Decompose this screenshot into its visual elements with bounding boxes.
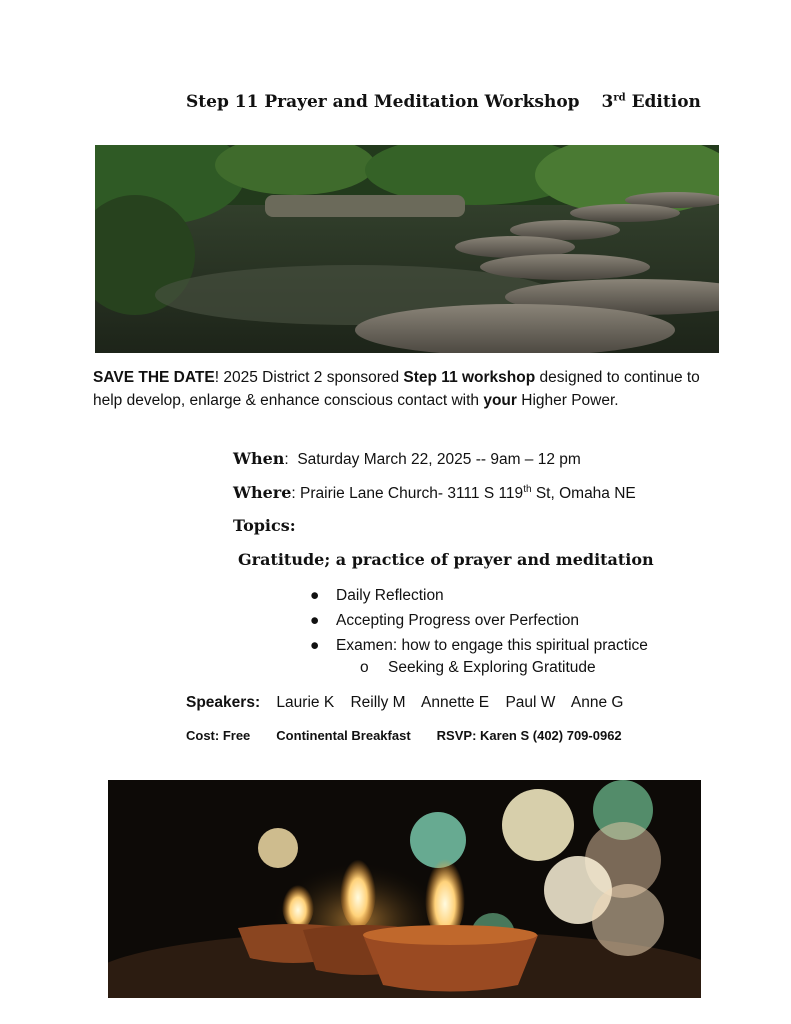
breakfast-text: Continental Breakfast — [276, 728, 411, 743]
cost-text: Cost: Free — [186, 728, 251, 743]
intro-text-3: Higher Power. — [516, 392, 619, 409]
edition-word: Edition — [631, 92, 701, 112]
topics-list — [310, 585, 648, 660]
speaker-name: Laurie K — [276, 694, 335, 711]
speaker-name: Anne G — [570, 694, 624, 711]
rsvp-text: RSVP: Karen S (402) 709-0962 — [436, 728, 622, 743]
intro-text-2: designed to continue to help develop, enlarge & enhance conscious contact with — [93, 369, 700, 409]
speakers-label: Speakers: — [186, 694, 261, 711]
bullet-icon: ● — [310, 637, 320, 654]
where-superscript: th — [523, 483, 532, 495]
list-item-text: Accepting Progress over Perfection — [336, 612, 579, 629]
list-item — [310, 585, 648, 610]
when-value: Saturday March 22, 2025 -- 9am – 12 pm — [288, 451, 581, 468]
list-item — [310, 635, 648, 660]
workshop-name-text: Step 11 workshop — [403, 369, 536, 386]
when-sep: : — [284, 451, 289, 468]
save-the-date-text: SAVE THE DATE — [93, 369, 215, 386]
speaker-name: Annette E — [421, 694, 490, 711]
title-main: Step 11 Prayer and Meditation Workshop — [186, 92, 580, 112]
candles-bokeh-photo — [108, 780, 701, 998]
topics-subtitle: Gratitude; a practice of prayer and meditation — [238, 550, 654, 569]
edition-superscript: rd — [613, 92, 626, 104]
speaker-name: Reilly M — [350, 694, 406, 711]
when-label: When — [233, 449, 285, 468]
cost-line — [186, 728, 648, 743]
where-value: Prairie Lane Church- 3111 S 119 — [300, 485, 524, 502]
when-line — [233, 449, 581, 469]
intro-paragraph — [93, 366, 703, 412]
list-item — [310, 610, 648, 635]
where-sep: : — [291, 485, 301, 502]
speaker-name: Paul W — [505, 694, 556, 711]
topics-label: Topics: — [233, 516, 296, 535]
stepping-stones-pond-photo — [95, 145, 719, 353]
your-text: your — [483, 392, 517, 409]
bullet-icon: ● — [310, 587, 320, 604]
sub-list-item — [360, 659, 596, 677]
edition-number: 3 — [601, 92, 614, 112]
sub-list-item-text: Seeking & Exploring Gratitude — [388, 659, 596, 676]
intro-text-1: ! 2025 District 2 sponsored — [214, 369, 404, 386]
speakers-line — [186, 694, 635, 712]
list-item-text: Daily Reflection — [336, 587, 444, 604]
page-title — [186, 92, 706, 112]
where-value-post: St, Omaha NE — [531, 485, 636, 502]
sub-bullet-marker: o — [360, 659, 369, 676]
where-line — [233, 483, 636, 503]
where-label: Where — [233, 483, 292, 502]
list-item-text: Examen: how to engage this spiritual practice — [336, 637, 648, 654]
bullet-icon: ● — [310, 612, 320, 629]
